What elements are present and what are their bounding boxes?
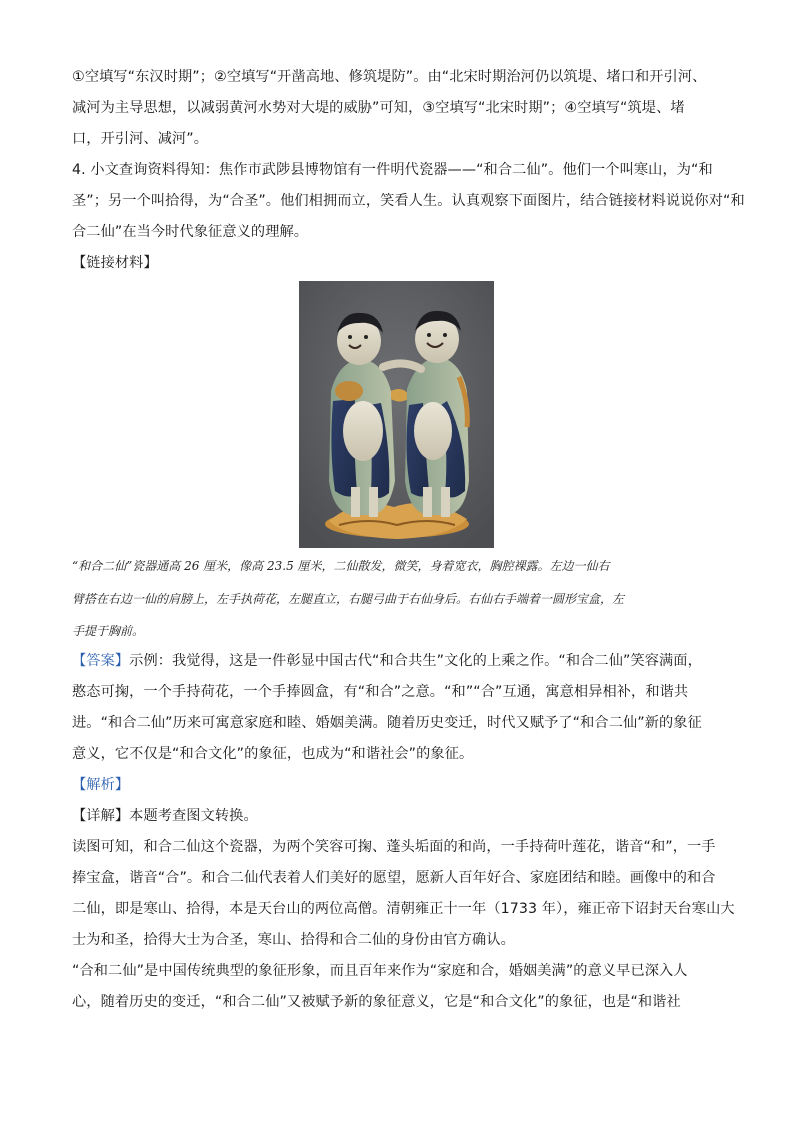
detail-label: 【详解】 [72,808,130,824]
caption-line-3: 手提于胸前。 [72,624,145,638]
answer-line-1 [72,651,732,671]
answer-label: 【答案】 [72,653,130,669]
detail-line-1: 读图可知，和合二仙这个瓷器，为两个笑容可掬、蓬头垢面的和尚，一手持荷叶莲花，谐音“和”，一手 [72,839,716,855]
prev-answer-line-2: 减河为主导思想，以减弱黄河水势对大堤的威胁”可知，③空填写“北宋时期”；④空填写“筑堤、堵 [72,100,685,116]
answer-line-3: 进。“和合二仙”历来可寓意家庭和睦、婚姻美满。随着历史变迁，时代又赋予了“和合二仙”新的象征 [72,715,702,731]
answer-line-2: 憨态可掬，一个手持荷花，一个手捧圆盒，有“和合”之意。“和”“合”互通，寓意相异相补，和谐共 [72,684,689,700]
detail-line-6: 心，随着历史的变迁，“和合二仙”又被赋予新的象征意义，它是“和合文化”的象征，也是“和谐社 [72,994,681,1010]
detail-first-line: 本题考查图文转换。 [129,808,258,824]
answer-text-1: 示例：我觉得，这是一件彰显中国古代“和合共生”文化的上乘之作。“和合二仙”笑容满面， [129,653,702,669]
detail-line-2: 捧宝盒，谐音“合”。和合二仙代表着人们美好的愿望，愿新人百年好合、家庭团结和睦。画像中的和合 [72,870,716,886]
question-line-2: 圣”；另一个叫拾得，为“合圣”。他们相拥而立，笑看人生。认真观察下面图片，结合链接材料说说你对“和 [72,193,745,209]
answer-line-4: 意义，它不仅是“和合文化”的象征，也成为“和谐社会”的象征。 [72,746,474,762]
material-heading: 【链接材料】 [72,255,158,271]
question-line-3: 合二仙”在当今时代象征意义的理解。 [72,224,309,240]
detail-line-0 [72,806,732,826]
prev-answer-line-3: 口，开引河、减河”。 [72,131,209,147]
he-he-er-xian-porcelain-figure-image [299,281,494,548]
detail-line-3: 二仙，即是寒山、拾得，本是天台山的两位高僧。清朝雍正十一年（1733 年），雍正帝下诏封天台寒山大 [72,901,735,917]
detail-line-5: “合和二仙”是中国传统典型的象征形象，而且百年来作为“家庭和合，婚姻美满”的意义早已深入人 [72,963,688,979]
analysis-label: 【解析】 [72,777,130,793]
detail-line-4: 士为和圣，拾得大士为合圣，寒山、拾得和合二仙的身份由官方确认。 [72,932,515,948]
question-line-1: 4. 小文查询资料得知：焦作市武陟县博物馆有一件明代瓷器——“和合二仙”。他们一个叫寒山，为“和 [72,162,713,178]
prev-answer-line-1: ①空填写“东汉时期”；②空填写“开凿高地、修筑堤防”。由“北宋时期治河仍以筑堤、堵口和开引河、 [72,69,707,85]
caption-line-2: 臂搭在右边一仙的肩膀上，左手执荷花，左腿直立，右腿弓曲于右仙身后。右仙右手端着一圆形宝盒，左 [72,592,625,606]
caption-line-1: “和合二仙”瓷器通高 26 厘米，像高 23.5 厘米，二仙散发，微笑，身着宽衣，胸腔裸露。左边一仙右 [72,559,610,573]
